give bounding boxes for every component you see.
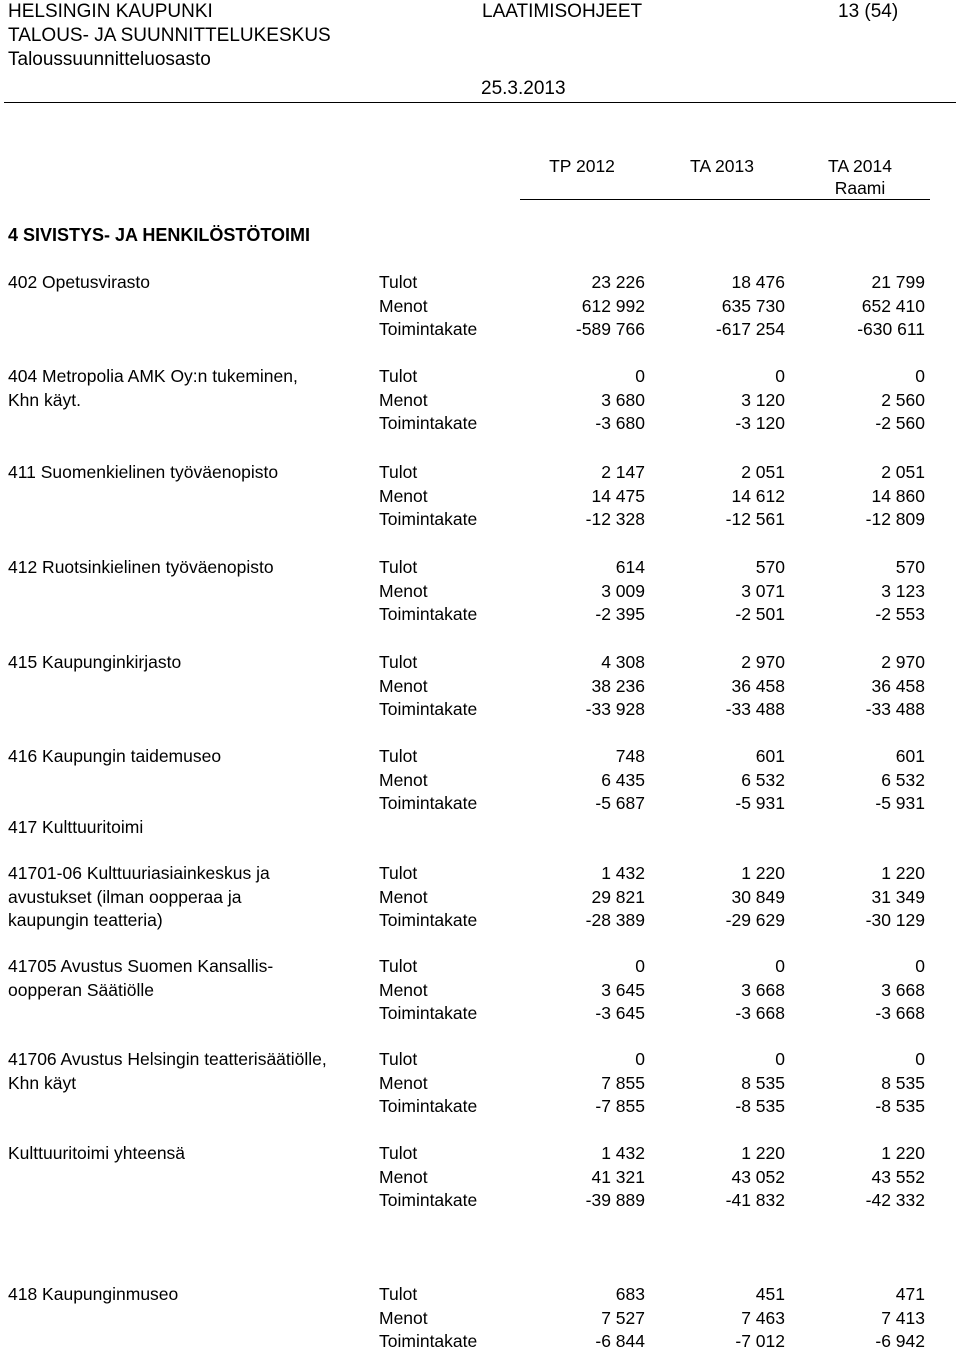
value-cell: 2 051 xyxy=(741,462,785,482)
value-cell: -8 535 xyxy=(875,1096,925,1116)
type-tulot: Tulot xyxy=(379,1284,418,1304)
value-cell: 3 123 xyxy=(881,580,925,601)
value-cell: 4 308 xyxy=(601,652,645,672)
value-cell: 2 560 xyxy=(881,389,925,410)
value-cell: 451 xyxy=(755,1284,785,1304)
value-cell: 748 xyxy=(615,746,645,766)
value-cell: 31 349 xyxy=(871,886,925,907)
type-tulot: Tulot xyxy=(379,1143,418,1163)
type-tulot: Tulot xyxy=(379,652,418,672)
group-label: 402 Opetusvirasto xyxy=(8,272,151,292)
value-cell: -589 766 xyxy=(575,319,645,339)
org-department: TALOUS- JA SUUNNITTELUKESKUS xyxy=(8,25,331,46)
value-cell: 14 612 xyxy=(731,485,785,506)
value-cell: 1 220 xyxy=(741,1143,785,1163)
type-toimintakate: Toimintakate xyxy=(379,1096,478,1116)
value-cell: 0 xyxy=(915,366,925,386)
value-cell: 21 799 xyxy=(871,272,925,292)
value-cell: 612 992 xyxy=(581,295,645,316)
subheading-417: 417 Kulttuuritoimi xyxy=(8,817,144,837)
value-cell: 0 xyxy=(915,956,925,976)
group-label: 415 Kaupunginkirjasto xyxy=(8,652,182,672)
value-cell: 0 xyxy=(775,366,785,386)
value-cell: 1 220 xyxy=(741,863,785,883)
value-cell: -30 129 xyxy=(865,910,925,930)
value-cell: -39 889 xyxy=(585,1190,645,1210)
type-toimintakate: Toimintakate xyxy=(379,910,478,930)
value-cell: 3 680 xyxy=(601,389,645,410)
value-cell: 14 475 xyxy=(591,485,645,506)
value-cell: 3 668 xyxy=(881,979,925,1000)
type-toimintakate: Toimintakate xyxy=(379,1190,478,1210)
value-cell: 471 xyxy=(895,1284,925,1304)
value-cell: -6 942 xyxy=(875,1331,925,1351)
value-cell: 2 147 xyxy=(601,462,645,482)
value-cell: 0 xyxy=(635,366,645,386)
org-name: HELSINGIN KAUPUNKI xyxy=(8,1,213,22)
group-label: 41705 Avustus Suomen Kansallis- xyxy=(8,956,274,976)
column-header-ta2014: TA 2014 xyxy=(828,156,892,176)
type-tulot: Tulot xyxy=(379,366,418,386)
value-cell: -3 645 xyxy=(595,1003,645,1023)
type-tulot: Tulot xyxy=(379,462,418,482)
value-cell: -3 120 xyxy=(735,413,785,433)
document-title: LAATIMISOHJEET xyxy=(482,1,643,22)
document-date: 25.3.2013 xyxy=(481,78,566,99)
value-cell: 3 120 xyxy=(741,389,785,410)
value-cell: 7 413 xyxy=(881,1307,925,1328)
value-cell: 8 535 xyxy=(881,1072,925,1093)
value-cell: -3 668 xyxy=(875,1003,925,1023)
group-label: kaupungin teatteria) xyxy=(8,910,163,930)
type-menot: Menot xyxy=(379,1166,428,1187)
type-menot: Menot xyxy=(379,389,428,410)
type-toimintakate: Toimintakate xyxy=(379,1003,478,1023)
value-cell: 3 668 xyxy=(741,979,785,1000)
type-menot: Menot xyxy=(379,1072,428,1093)
value-cell: 6 532 xyxy=(741,769,785,790)
value-cell: -42 332 xyxy=(865,1190,925,1210)
type-toimintakate: Toimintakate xyxy=(379,1331,478,1351)
value-cell: 0 xyxy=(775,1049,785,1069)
value-cell: -3 668 xyxy=(735,1003,785,1023)
value-cell: -5 687 xyxy=(595,793,645,813)
value-cell: 1 220 xyxy=(881,1143,925,1163)
value-cell: -2 560 xyxy=(875,413,925,433)
type-menot: Menot xyxy=(379,769,428,790)
value-cell: 652 410 xyxy=(861,295,925,316)
value-cell: 7 463 xyxy=(741,1307,785,1328)
value-cell: -7 012 xyxy=(735,1331,785,1351)
value-cell: -28 389 xyxy=(585,910,645,930)
section-title: 4 SIVISTYS- JA HENKILÖSTÖTOIMI xyxy=(8,225,311,245)
value-cell: 38 236 xyxy=(591,675,645,696)
group-label: 411 Suomenkielinen työväenopisto xyxy=(8,462,279,482)
type-tulot: Tulot xyxy=(379,746,418,766)
column-header-divider xyxy=(520,199,930,200)
value-cell: -617 254 xyxy=(715,319,785,339)
group-label: 41701-06 Kulttuuriasiainkeskus ja xyxy=(8,863,270,883)
type-tulot: Tulot xyxy=(379,1049,418,1069)
column-header-tp2012: TP 2012 xyxy=(549,156,615,176)
value-cell: 41 321 xyxy=(591,1166,645,1187)
group-label: 412 Ruotsinkielinen työväenopisto xyxy=(8,557,274,577)
group-label: 416 Kaupungin taidemuseo xyxy=(8,746,222,766)
value-cell: 3 645 xyxy=(601,979,645,1000)
value-cell: -2 553 xyxy=(875,604,925,624)
value-cell: 36 458 xyxy=(871,675,925,696)
value-cell: -6 844 xyxy=(595,1331,645,1351)
type-tulot: Tulot xyxy=(379,272,418,292)
type-toimintakate: Toimintakate xyxy=(379,509,478,529)
value-cell: -12 561 xyxy=(725,509,785,529)
value-cell: 7 527 xyxy=(601,1307,645,1328)
value-cell: 2 970 xyxy=(881,652,925,672)
value-cell: -7 855 xyxy=(595,1096,645,1116)
value-cell: 2 970 xyxy=(741,652,785,672)
type-menot: Menot xyxy=(379,675,428,696)
value-cell: 0 xyxy=(635,956,645,976)
value-cell: 2 051 xyxy=(881,462,925,482)
value-cell: 7 855 xyxy=(601,1072,645,1093)
group-label: avustukset (ilman oopperaa ja xyxy=(8,886,242,907)
value-cell: 683 xyxy=(615,1284,645,1304)
value-cell: 0 xyxy=(915,1049,925,1069)
type-toimintakate: Toimintakate xyxy=(379,699,478,719)
value-cell: 1 432 xyxy=(601,863,645,883)
value-cell: -33 488 xyxy=(725,699,785,719)
value-cell: 8 535 xyxy=(741,1072,785,1093)
value-cell: -5 931 xyxy=(735,793,785,813)
value-cell: -41 832 xyxy=(725,1190,785,1210)
value-cell: 0 xyxy=(635,1049,645,1069)
type-toimintakate: Toimintakate xyxy=(379,604,478,624)
value-cell: -2 501 xyxy=(735,604,785,624)
type-toimintakate: Toimintakate xyxy=(379,319,478,339)
value-cell: 43 052 xyxy=(731,1166,785,1187)
group-label: Kulttuuritoimi yhteensä xyxy=(8,1143,186,1163)
group-label: Khn käyt xyxy=(8,1072,77,1093)
type-menot: Menot xyxy=(379,485,428,506)
value-cell: 23 226 xyxy=(591,272,645,292)
value-cell: -33 928 xyxy=(585,699,645,719)
group-label: Khn käyt. xyxy=(8,389,81,410)
value-cell: 1 220 xyxy=(881,863,925,883)
value-cell: -5 931 xyxy=(875,793,925,813)
value-cell: -12 809 xyxy=(865,509,925,529)
value-cell: -2 395 xyxy=(595,604,645,624)
type-tulot: Tulot xyxy=(379,956,418,976)
value-cell: 43 552 xyxy=(871,1166,925,1187)
group-label: 404 Metropolia AMK Oy:n tukeminen, xyxy=(8,366,298,386)
value-cell: 18 476 xyxy=(731,272,785,292)
org-unit: Taloussuunnitteluosasto xyxy=(8,49,211,70)
value-cell: -3 680 xyxy=(595,413,645,433)
value-cell: 6 435 xyxy=(601,769,645,790)
group-label: 418 Kaupunginmuseo xyxy=(8,1284,179,1304)
value-cell: 14 860 xyxy=(871,485,925,506)
header-divider xyxy=(4,102,956,103)
group-label: 41706 Avustus Helsingin teatterisäätiölle, xyxy=(8,1049,327,1069)
value-cell: 570 xyxy=(755,557,785,577)
type-menot: Menot xyxy=(379,979,428,1000)
value-cell: 3 071 xyxy=(741,580,785,601)
value-cell: -33 488 xyxy=(865,699,925,719)
value-cell: 3 009 xyxy=(601,580,645,601)
value-cell: -8 535 xyxy=(735,1096,785,1116)
type-menot: Menot xyxy=(379,295,428,316)
value-cell: 601 xyxy=(755,746,785,766)
value-cell: 0 xyxy=(775,956,785,976)
value-cell: 635 730 xyxy=(721,295,785,316)
type-toimintakate: Toimintakate xyxy=(379,793,478,813)
group-label: oopperan Säätiölle xyxy=(8,979,154,1000)
value-cell: 1 432 xyxy=(601,1143,645,1163)
column-header-ta2013: TA 2013 xyxy=(690,156,754,176)
column-header-raami: Raami xyxy=(834,178,886,198)
value-cell: 30 849 xyxy=(731,886,785,907)
value-cell: 614 xyxy=(615,557,645,577)
value-cell: -29 629 xyxy=(725,910,785,930)
value-cell: -630 611 xyxy=(857,319,925,339)
type-menot: Menot xyxy=(379,886,428,907)
type-tulot: Tulot xyxy=(379,863,418,883)
type-toimintakate: Toimintakate xyxy=(379,413,478,433)
type-tulot: Tulot xyxy=(379,557,418,577)
type-menot: Menot xyxy=(379,1307,428,1328)
value-cell: 601 xyxy=(895,746,925,766)
value-cell: -12 328 xyxy=(585,509,645,529)
value-cell: 570 xyxy=(895,557,925,577)
value-cell: 6 532 xyxy=(881,769,925,790)
value-cell: 29 821 xyxy=(591,886,645,907)
page-number: 13 (54) xyxy=(838,1,899,22)
type-menot: Menot xyxy=(379,580,428,601)
value-cell: 36 458 xyxy=(731,675,785,696)
